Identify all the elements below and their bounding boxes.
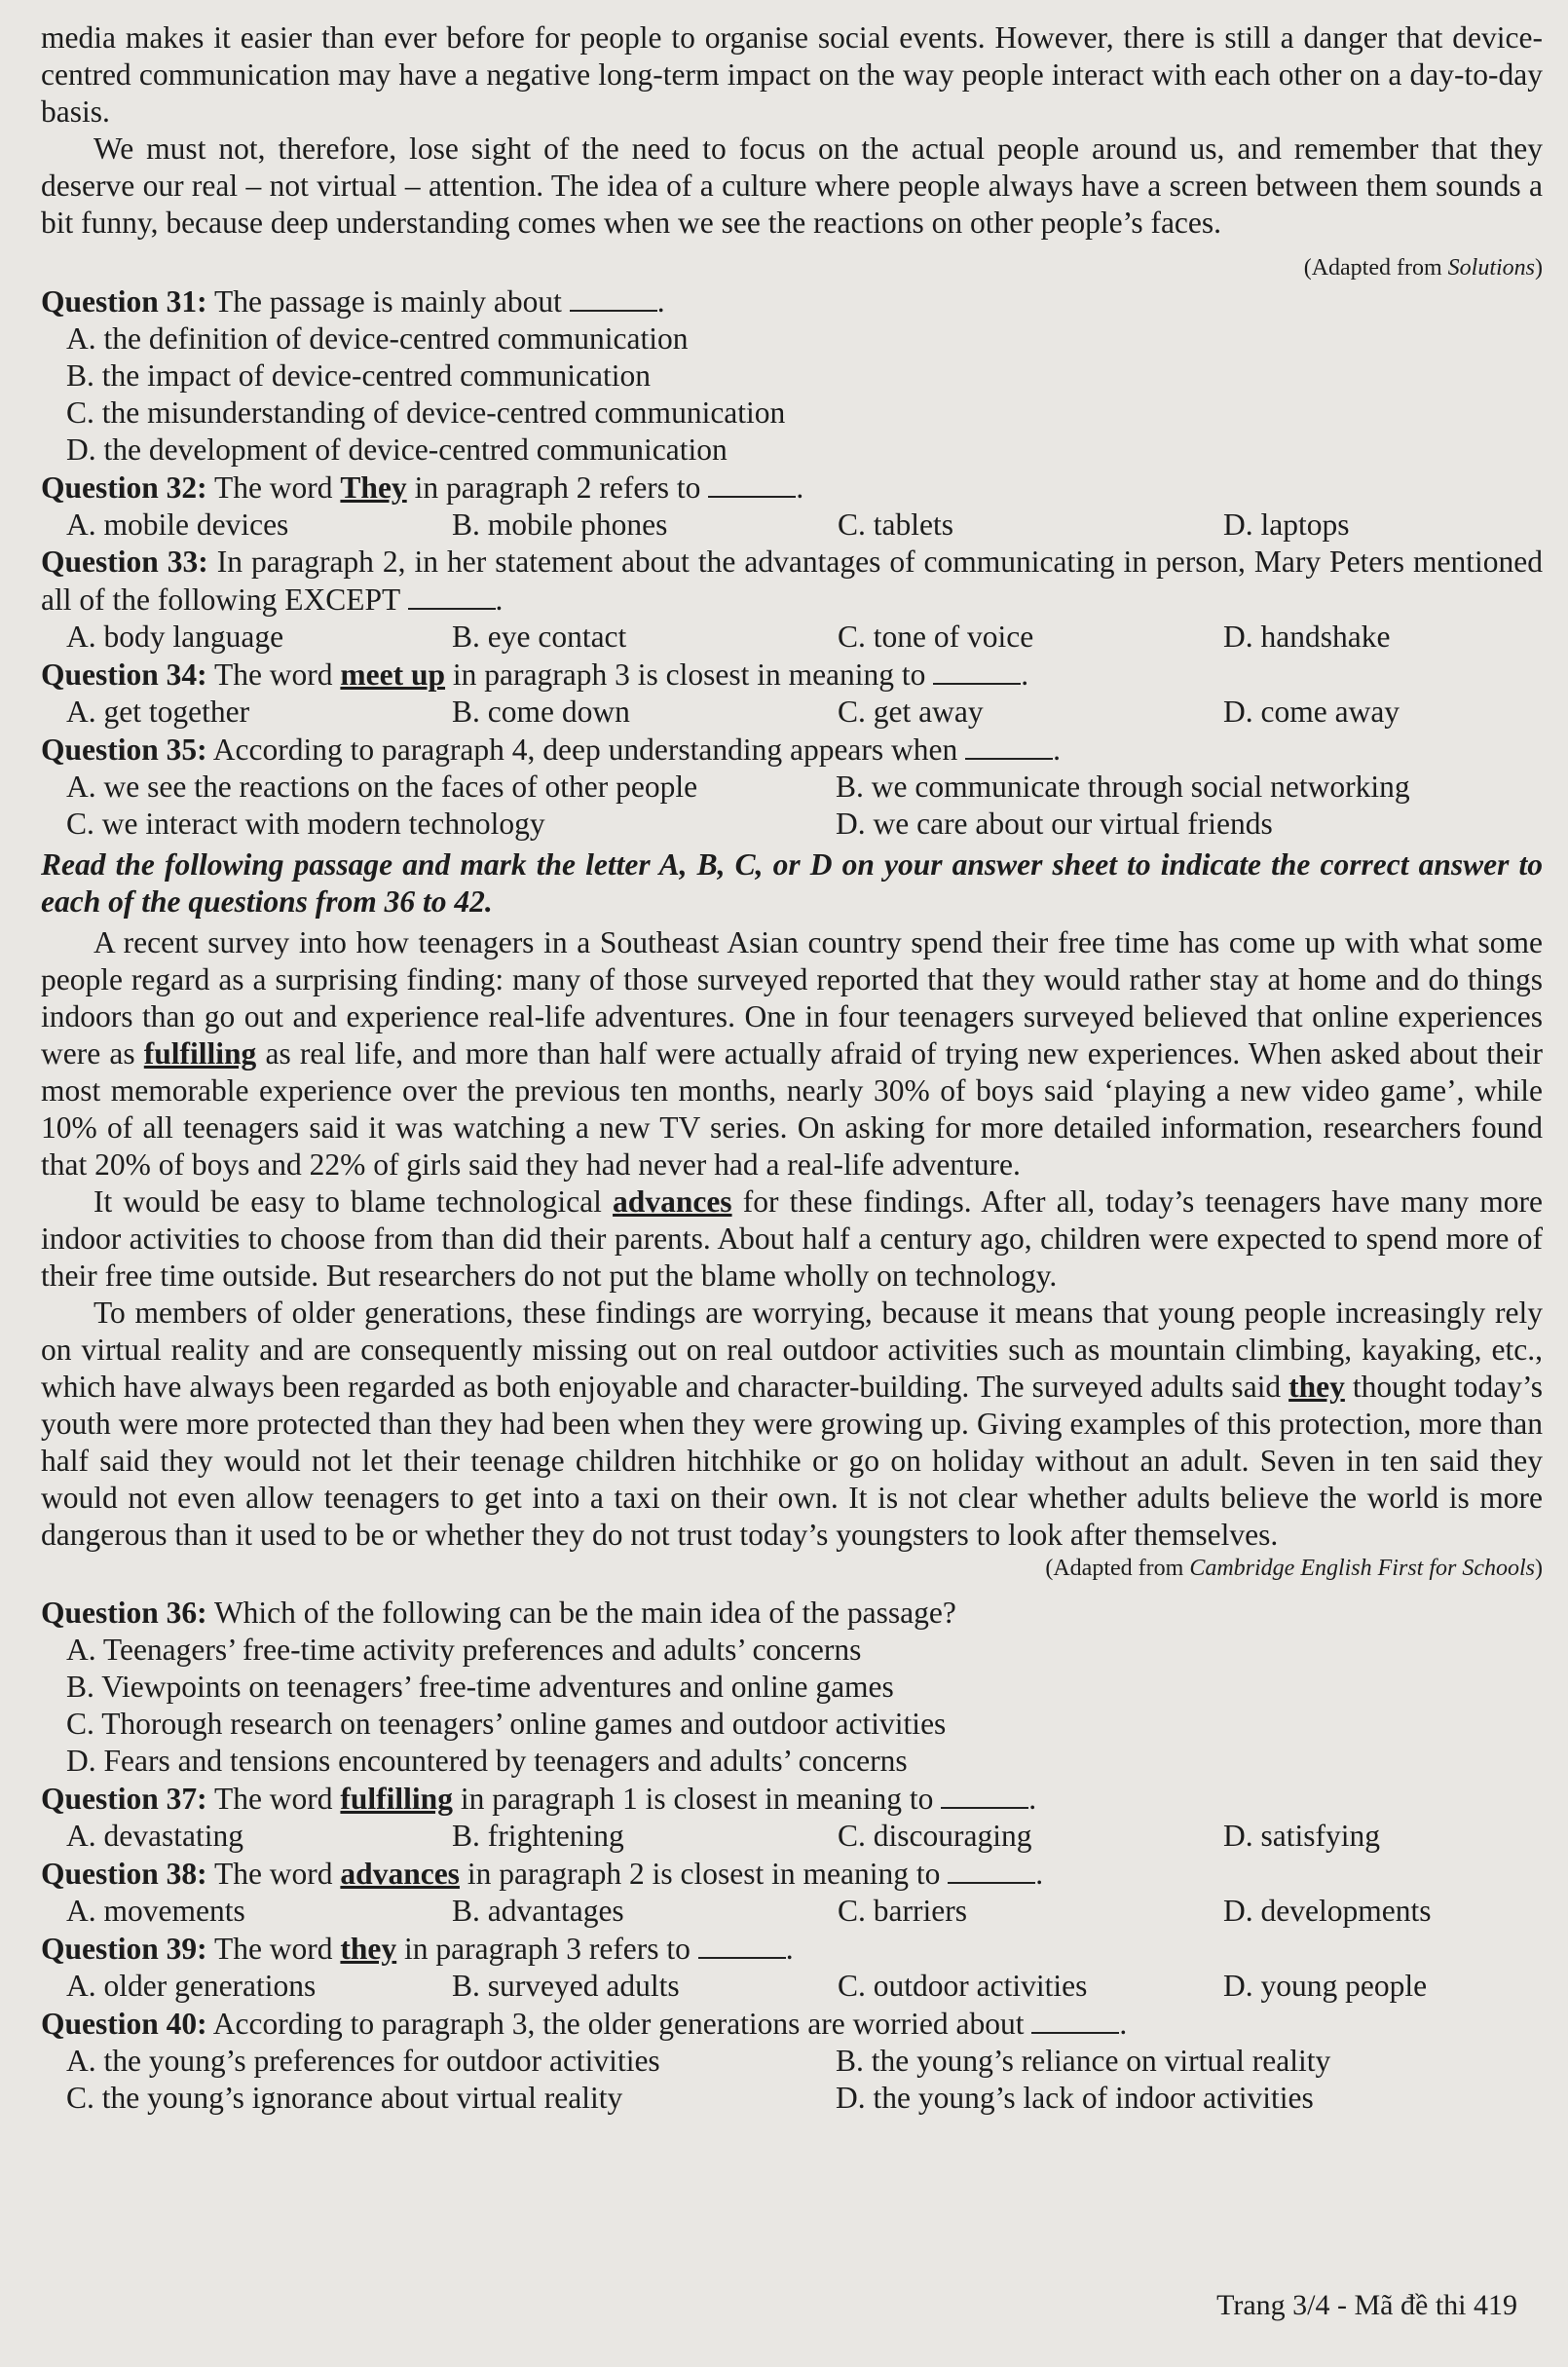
answer-option: C. discouraging (838, 1819, 1032, 1853)
question-label: Question 33: (41, 545, 208, 579)
answer-options (66, 2043, 1543, 2117)
passage1-paragraph-end: media makes it easier than ever before for people to organise social events. However, there is still a danger that device-centred communication may have a negative long-term impact on the way people interact with each other on a day-to-day basis. (41, 20, 1543, 129)
answer-option: A. movements (66, 1894, 245, 1928)
answer-option: B. we communicate through social networking (836, 770, 1410, 804)
question-keyword: meet up (340, 658, 446, 692)
answer-option: B. the young’s reliance on virtual reality (836, 2044, 1331, 2078)
question-label: Question 40: (41, 2007, 207, 2041)
question-stem: Question 32: The word They in paragraph 2 refers to . (41, 470, 804, 505)
question-label: Question 36: (41, 1596, 207, 1630)
question-stem: Question 35: According to paragraph 4, deep understanding appears when . (41, 733, 1062, 767)
answer-option: B. advantages (452, 1894, 624, 1928)
passage2-paragraph-3: To members of older generations, these findings are worrying, because it means that young people increasingly rely on virtual reality and are consequently missing out on real outdoor activities such as mountain climbing, kayaking, etc., which have always been regarded as both enjoyable and character-building. The surveyed adults said they thought today’s youth were more protected than they had been when they were growing up. Giving examples of this protection, more than half said they would not let their teenage children hitchhike or go on holiday without an adult. Seven in ten said they would not even allow teenagers to get into a taxi on their own. It is not clear whether adults believe the world is more dangerous than it used to be or whether they do not trust today’s youngsters to look after themselves. (41, 1296, 1544, 1552)
answer-options (66, 1968, 1543, 2005)
answer-blank (933, 656, 1021, 685)
answer-option: A. devastating (66, 1819, 243, 1853)
answer-option: A. Teenagers’ free-time activity preferences and adults’ concerns (66, 1633, 862, 1667)
question-label: Question 35: (41, 733, 207, 767)
question-label: Question 39: (41, 1932, 207, 1966)
answer-option: C. tablets (838, 507, 953, 542)
answer-option: D. the development of device-centred communication (66, 432, 728, 467)
answer-blank (570, 282, 657, 312)
answer-option: C. the young’s ignorance about virtual reality (66, 2081, 623, 2115)
answer-options (66, 1818, 1543, 1855)
answer-option: C. Thorough research on teenagers’ online games and outdoor activities (66, 1707, 947, 1741)
answer-option: D. developments (1223, 1894, 1432, 1928)
question-keyword: fulfilling (340, 1782, 453, 1816)
answer-option: A. we see the reactions on the faces of other people (66, 770, 698, 804)
word-advances: advances (613, 1184, 732, 1219)
answer-option: D. we care about our virtual friends (836, 807, 1273, 841)
question-stem: Question 34: The word meet up in paragraph 3 is closest in meaning to . (41, 658, 1029, 692)
page-footer: Trang 3/4 - Mã đề thi 419 (1216, 2289, 1517, 2321)
answer-option: D. come away (1223, 695, 1400, 729)
question-stem: Question 36: Which of the following can be the main idea of the passage? (41, 1596, 956, 1630)
questions-31-35 (41, 282, 1543, 843)
answer-option: B. mobile phones (452, 507, 668, 542)
answer-option: A. body language (66, 620, 284, 654)
instruction: Read the following passage and mark the letter A, B, C, or D on your answer sheet to indicate the correct answer to each of the questions from 36 to 42. (41, 847, 1543, 919)
question-keyword: advances (340, 1857, 460, 1891)
answer-option: A. the young’s preferences for outdoor activities (66, 2044, 660, 2078)
answer-option: A. get together (66, 695, 250, 729)
answer-option: D. the young’s lack of indoor activities (836, 2081, 1314, 2115)
answer-option: D. handshake (1223, 620, 1391, 654)
question-stem: Question 37: The word fulfilling in paragraph 1 is closest in meaning to . (41, 1782, 1037, 1816)
answer-blank (708, 469, 796, 498)
question-label: Question 34: (41, 658, 207, 692)
question-label: Question 38: (41, 1857, 207, 1891)
answer-options (66, 619, 1543, 656)
answer-option: C. get away (838, 695, 984, 729)
passage1-paragraph-5: We must not, therefore, lose sight of the need to focus on the actual people around us, and remember that they deserve our real – not virtual – attention. The idea of a culture where people always have a screen between them sounds a bit funny, because deep understanding comes when we see the reactions on other people’s faces. (41, 132, 1543, 240)
question-stem: Question 39: The word they in paragraph 3 refers to . (41, 1932, 794, 1966)
question-keyword: they (340, 1932, 397, 1966)
answer-option: A. the definition of device-centred communication (66, 321, 689, 356)
answer-option: D. Fears and tensions encountered by teenagers and adults’ concerns (66, 1744, 908, 1778)
word-fulfilling: fulfilling (143, 1036, 257, 1071)
question-stem: Question 40: According to paragraph 3, the older generations are worried about . (41, 2007, 1128, 2041)
answer-options (66, 694, 1543, 731)
answer-blank (965, 731, 1053, 760)
answer-option: D. young people (1223, 1969, 1428, 2003)
word-they: they (1288, 1370, 1345, 1404)
answer-option: B. eye contact (452, 620, 627, 654)
answer-option: A. mobile devices (66, 507, 289, 542)
question-label: Question 37: (41, 1782, 207, 1816)
answer-options (66, 1893, 1543, 1930)
answer-blank (948, 1855, 1035, 1884)
questions-36-40 (41, 1595, 1543, 2117)
answer-options (66, 507, 1543, 544)
passage2-paragraph-2: It would be easy to blame technological advances for these findings. After all, today’s teenagers have many more indoor activities to choose from than did their parents. About half a century ago, children were expected to spend more of their free time outside. But researchers do not put the blame wholly on technology. (41, 1184, 1544, 1293)
answer-blank (941, 1780, 1028, 1809)
answer-blank (408, 581, 496, 610)
passage2-paragraph-1: A recent survey into how teenagers in a Southeast Asian country spend their free time has come up with what some people regard as a surprising finding: many of those surveyed reported that they would rather stay at home and do things indoors than go out and experience real-life adventures. One in four teenagers surveyed believed that online experiences were as fulfilling as real life, and more than half were actually afraid of trying new experiences. When asked about their most memorable experience over the previous ten months, nearly 30% of boys said ‘playing a new video game’, while 10% of all teenagers said it was watching a new TV series. On asking for more detailed information, researchers found that 20% of boys and 22% of girls said they had never had a real-life adventure. (41, 925, 1543, 1182)
passage2-source: (Adapted from Cambridge English First for Schools) (1045, 1556, 1543, 1581)
question-label: Question 31: (41, 284, 207, 319)
answer-option: C. we interact with modern technology (66, 807, 545, 841)
question-stem: Question 31: The passage is mainly about . (41, 284, 665, 319)
answer-option: B. Viewpoints on teenagers’ free-time adventures and online games (66, 1670, 894, 1704)
question-keyword: They (340, 470, 407, 505)
answer-option: B. come down (452, 695, 630, 729)
passage1-source: (Adapted from Solutions) (1303, 255, 1543, 281)
answer-option: D. satisfying (1223, 1819, 1380, 1853)
answer-option: C. outdoor activities (838, 1969, 1088, 2003)
answer-option: D. laptops (1223, 507, 1350, 542)
answer-option: C. barriers (838, 1894, 967, 1928)
answer-option: B. surveyed adults (452, 1969, 680, 2003)
answer-option: B. the impact of device-centred communication (66, 358, 652, 393)
answer-blank (1031, 2005, 1119, 2034)
answer-options (66, 769, 1543, 843)
question-stem: Question 38: The word advances in paragraph 2 is closest in meaning to . (41, 1857, 1044, 1891)
answer-option: C. the misunderstanding of device-centred communication (66, 395, 786, 430)
answer-blank (698, 1930, 786, 1959)
question-label: Question 32: (41, 470, 207, 505)
answer-option: B. frightening (452, 1819, 624, 1853)
answer-option: A. older generations (66, 1969, 317, 2003)
question-stem: Question 33: In paragraph 2, in her statement about the advantages of communicating in person, Mary Peters mentioned all of the following EXCEPT . (41, 545, 1544, 617)
answer-option: C. tone of voice (838, 620, 1034, 654)
